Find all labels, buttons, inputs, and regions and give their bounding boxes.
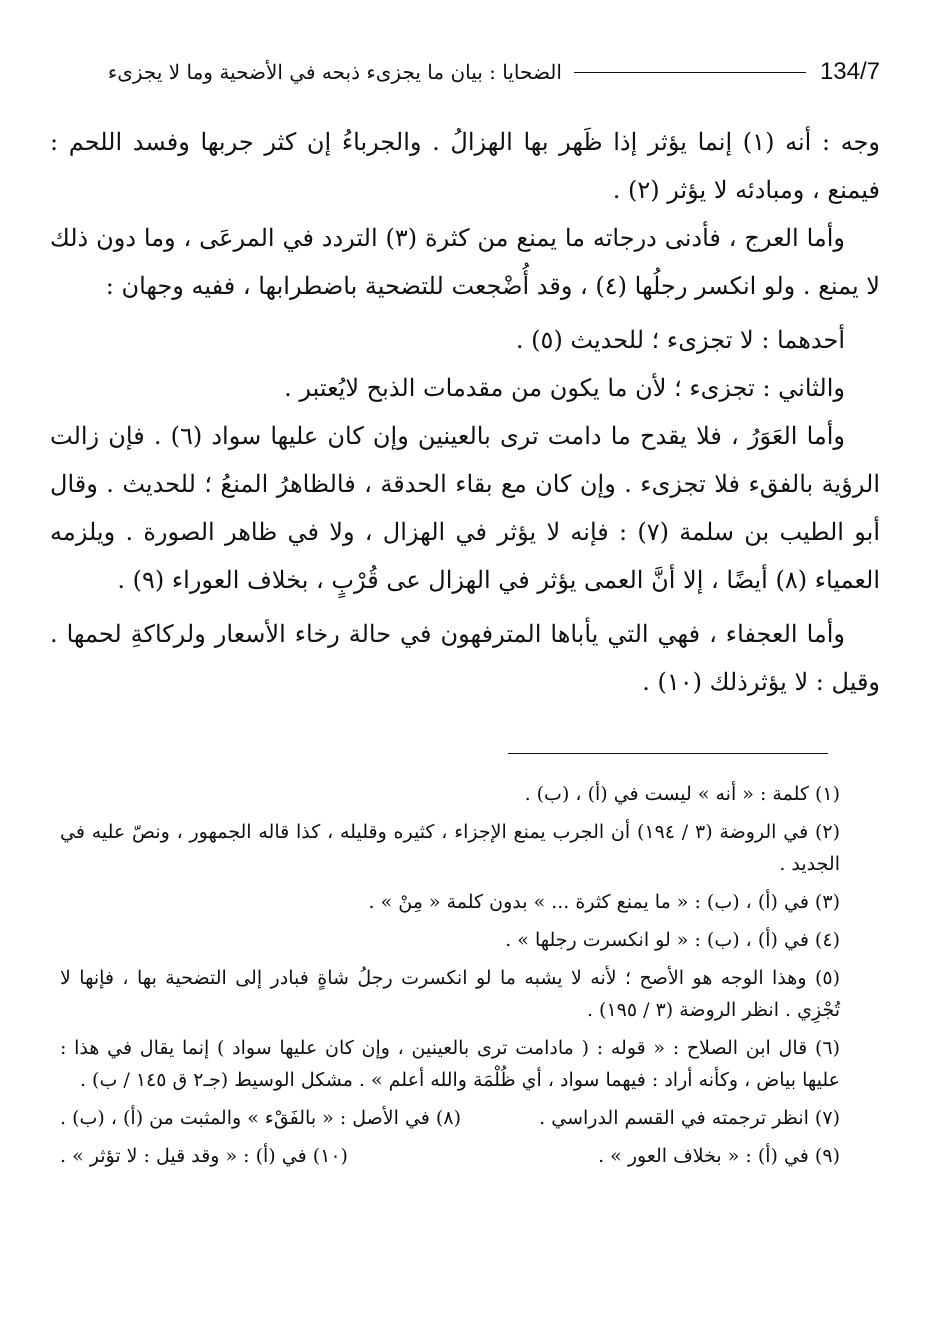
- footnote: (٨) في الأصل : « بالفَقْء » والمثبت من (أ) ، (ب) .: [60, 1107, 461, 1129]
- footnote: (١) كلمة : « أنه » ليست في (أ) ، (ب) .: [524, 783, 840, 805]
- footnote-separator: [508, 753, 828, 754]
- footnote: (١٠) في (أ) : « وقد قيل : لا تؤثر » .: [60, 1145, 348, 1167]
- footnote: (٤) في (أ) ، (ب) : « لو انكسرت رجلها » .: [505, 929, 840, 951]
- running-header: [50, 52, 880, 92]
- footnote-row: [60, 1102, 840, 1134]
- footnote: (٥) وهذا الوجه هو الأصح ؛ لأنه لا يشبه ما لو انكسرت رجلُ شاةٍ فبادر إلى التضحية بها ، فإنها لا تُجْزِي . انظر الروضة (٣ / ١٩٥) .: [60, 967, 840, 1021]
- paragraph: والثاني : تجزىء ؛ لأن ما يكون من مقدمات الذبح لايُعتبر .: [284, 374, 845, 402]
- footnote: (٧) انظر ترجمته في القسم الدراسي .: [539, 1107, 840, 1129]
- paragraph: وأما العرج ، فأدنى درجاته ما يمنع من كثرة (٣) التردد في المرعَى ، وما دون ذلك لا يمنع . ولو انكسر رجلُها (٤) ، وقد أُضْجعت للتضحية باضطرابها ، ففيه وجهان :: [50, 224, 880, 300]
- page-number: 134/7: [819, 58, 880, 85]
- footnote: (٩) في (أ) : « بخلاف العور » .: [598, 1145, 840, 1167]
- paragraph: وأما العجفاء ، فهي التي يأباها المترفهون في حالة رخاء الأسعار ولركاكةِ لحمها . وقيل : لا يؤثرذلك (١٠) .: [50, 620, 880, 696]
- footnote-row: [60, 1140, 840, 1172]
- running-title: الضحايا : بيان ما يجزىء ذبحه في الأضحية وما لا يجزىء: [107, 60, 562, 84]
- paragraph: وأما العَوَرُ ، فلا يقدح ما دامت ترى بالعينين وإن كان عليها سواد (٦) . فإن زالت الرؤية بالفقء فلا تجزىء . وإن كان مع بقاء الحدقة ، فالظاهرُ المنعُ ؛ للحديث . وقال أبو الطيب بن سلمة (٧) : فإنه لا يؤثر في الهزال ، ولا في ظاهر الصورة . ويلزمه العمياء (٨) أيضًا ، إلا أنَّ العمى يؤثر في الهزال عى قُرْبٍ ، بخلاف العوراء (٩) .: [50, 422, 880, 594]
- footnotes: [60, 778, 840, 1178]
- footnote: (٣) في (أ) ، (ب) : « ما يمنع كثرة ... » بدون كلمة « مِنْ » .: [368, 891, 840, 913]
- header-rule: [574, 72, 806, 73]
- paragraph: وجه : أنه (١) إنما يؤثر إذا ظَهر بها الهزالُ . والجرباءُ إن كثر جربها وفسد اللحم : فيمنع ، ومبادئه لا يؤثر (٢) .: [50, 128, 881, 204]
- footnote: (٢) في الروضة (٣ / ١٩٤) أن الجرب يمنع الإجزاء ، كثيره وقليله ، كذا قاله الجمهور ، ونصّ عليه في الجديد .: [60, 821, 840, 875]
- paragraph: أحدهما : لا تجزىء ؛ للحديث (٥) .: [515, 326, 845, 354]
- footnote: (٦) قال ابن الصلاح : « قوله : ( مادامت ترى بالعينين ، وإن كان عليها سواد ) إنما يقال في هذا : عليها بياض ، وكأنه أراد : فيهما سواد ، أي ظُلْمَة والله أعلم » . مشكل الوسيط (جـ٢ ق ١٤٥ / ب) .: [60, 1037, 840, 1091]
- main-text: [50, 118, 880, 712]
